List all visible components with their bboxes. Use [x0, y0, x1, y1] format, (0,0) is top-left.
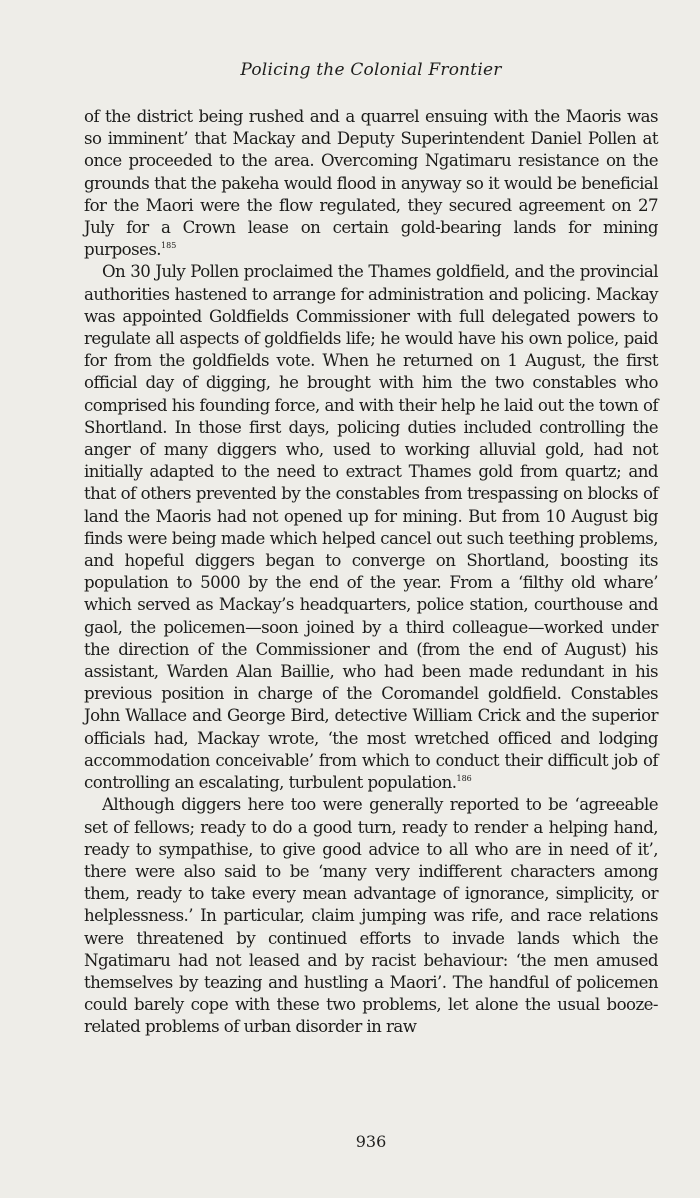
paragraph-text: Although diggers here too were generally reported to be ‘agreeable set of fellows; ready to do a good turn, ready to render a helping hand, ready to sympathise, to give good advice to all who are in need of it’, there were also said to be ‘many very indifferent characters among them, ready to take every mean advantage of ignorance, simplicity, or helplessness.’ In particular, claim jumping was rife, and race relations were threatened by continued efforts to invade lands which the Ngatimaru had not leased and by racist behaviour: ‘the men amused themselves by teazing and hustling a Maori’. The handful of policemen could barely cope with these two problems, let alone the usual booze-related problems of urban disorder in raw [84, 795, 658, 1037]
footnote-marker: 186 [456, 774, 472, 784]
body-text [84, 106, 658, 1039]
page-number: 936 [355, 1132, 387, 1151]
paragraph [84, 794, 658, 1038]
paragraph [84, 261, 658, 794]
paragraph-text: of the district being rushed and a quarrel ensuing with the Maoris was so imminent’ that Mackay and Deputy Superintendent Daniel Pollen at once proceeded to the area. Overcoming Ngatimaru resistance on the grounds that the pakeha would flood in anyway so it would be beneficial for the Maori were the flow regulated, they secured agreement on 27 July for a Crown lease on certain gold-bearing lands for mining purposes. [84, 107, 658, 260]
running-head: Policing the Colonial Frontier [240, 60, 502, 80]
paragraph-text: On 30 July Pollen proclaimed the Thames goldfield, and the provincial authorities hastened to arrange for administration and policing. Mackay was appointed Goldfields Commissioner with full delegated powers to regulate all aspects of goldfields life; he would have his own police, paid for from the goldfields vote. When he returned on 1 August, the first official day of digging, he brought with him the two constables who comprised his founding force, and with their help he laid out the town of Shortland. In those first days, policing duties included controlling the anger of many diggers who, used to working alluvial gold, had not initially adapted to the need to extract Thames gold from quartz; and that of others prevented by the constables from trespassing on blocks of land the Maoris had not opened up for mining. But from 10 August big finds were being made which helped cancel out such teething problems, and hopeful diggers began to converge on Shortland, boosting its population to 5000 by the end of the year. From a ‘filthy old whare’ which served as Mackay’s headquarters, police station, courthouse and gaol, the policemen—soon joined by a third colleague—worked under the direction of the Commissioner and (from the end of August) his assistant, Warden Alan Baillie, who had been made redundant in his previous position in charge of the Coromandel goldfield. Constables John Wallace and George Bird, detective William Crick and the superior officials had, Mackay wrote, ‘the most wretched officed and lodging accommodation conceivable’ from which to conduct their difficult job of controlling an escalating, turbulent population. [84, 262, 658, 793]
paragraph-continued [84, 106, 658, 261]
footnote-marker: 185 [161, 241, 177, 251]
